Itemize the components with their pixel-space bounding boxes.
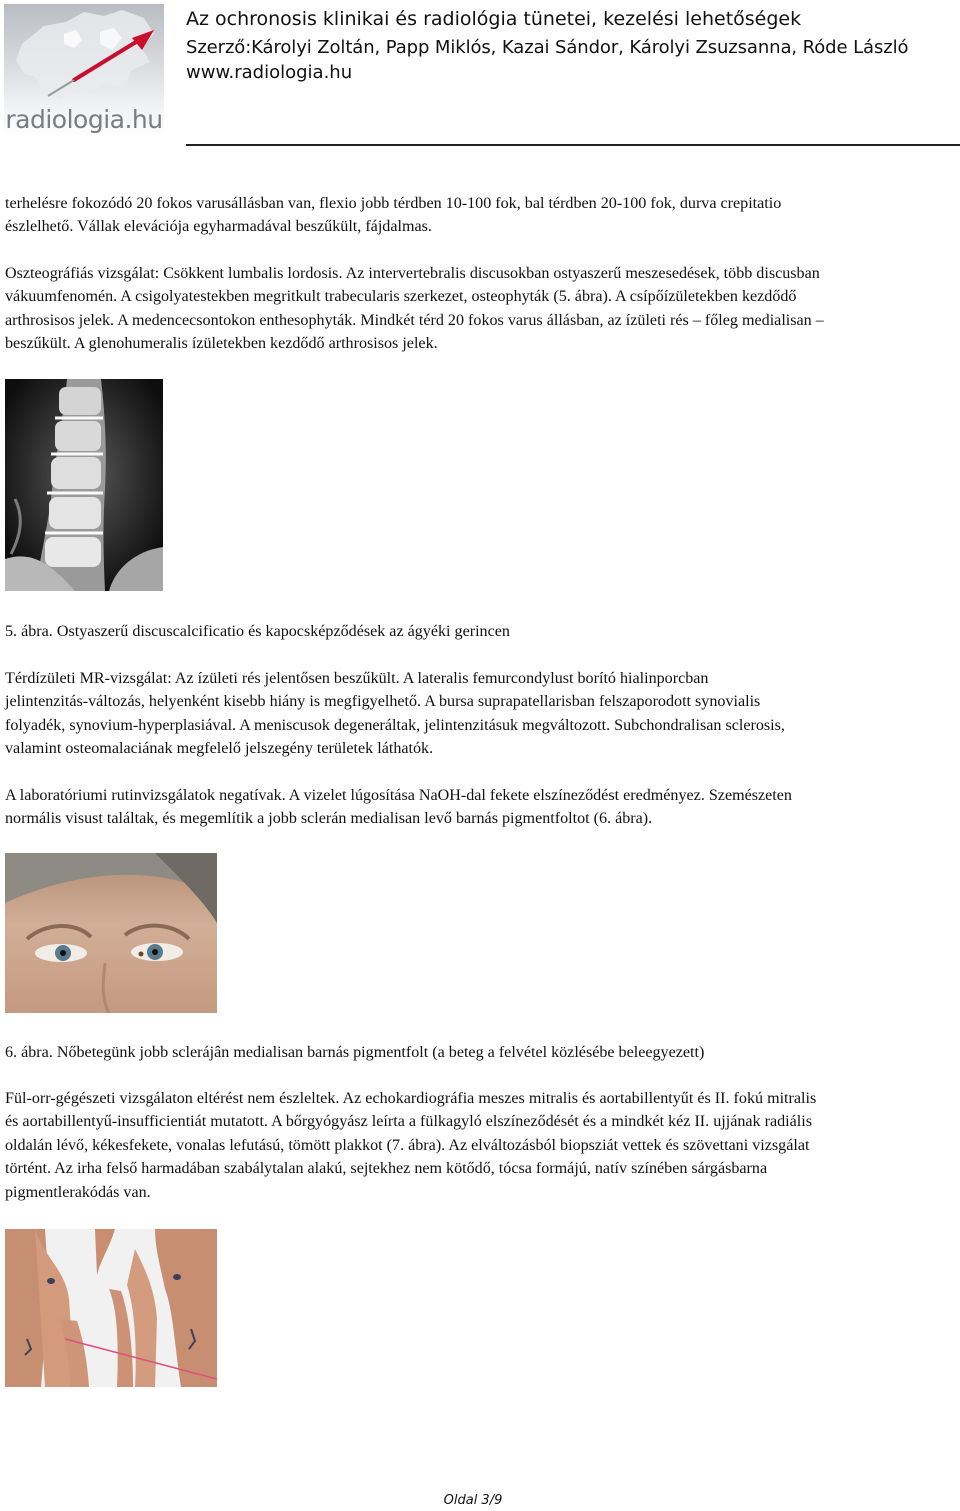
paragraph-osteography <box>5 262 957 356</box>
text-line: és aortabillentyű-insufficientiát mutatott. A bőrgyógyász leírta a fülkagyló elszíneződését és a mindkét kéz II. ujjának radiális <box>5 1113 812 1131</box>
document-title: Az ochronosis klinikai és radiológia tünetei, kezelési lehetőségek <box>186 8 802 30</box>
text-line: vákuumfenomén. A csigolyatestekben megritkult trabecularis szerkezet, osteophyták (5. ábra). A csípőízületekben kezdődő <box>5 288 797 306</box>
paragraph-knee-mri <box>5 667 957 761</box>
text-line: normális visust találtak, és megemlítik a jobb sclerán medialisan levő barnás pigmentfoltot (6. ábra). <box>5 810 653 828</box>
text-line: történt. Az irha felső harmadában szabálytalan alakú, sejtekhez nem kötődő, tócsa formájú, natív színében sárgásbarna <box>5 1160 768 1178</box>
text-line: folyadék, synovium-hyperplasiával. A meniscusok degeneráltak, jelintenzitásuk megváltozott. Subchondralisan sclerosis, <box>5 716 785 734</box>
text-line: terhelésre fokozódó 20 fokos varusállásban van, flexio jobb térdben 10-100 fok, bal térdben 20-100 fok, durva crepitatio <box>5 195 782 212</box>
text-line: Fül-orr-gégészeti vizsgálaton eltérést nem észleltek. Az echokardiográfia meszes mitralis és aortabillentyűt és II. fokú mitralis <box>5 1090 817 1107</box>
figure-6-caption <box>5 1041 957 1064</box>
paragraph-clinical-exam <box>5 192 957 239</box>
figure-5-caption <box>5 620 957 643</box>
caption-text: 6. ábra. Nőbetegünk jobb sclerájân medialisan barnás pigmentfolt (a beteg a felvétel közlésébe beleegyezett) <box>5 1044 705 1061</box>
caption-text: 5. ábra. Ostyaszerű discuscalcificatio és kapocsképződések az ágyéki gerincen <box>5 623 510 640</box>
text-line: arthrosisos jelek. A medencecsontokon enthesophyták. Mindkét térd 20 fokos varus állásban, az ízületi rés – főleg medialisan – <box>5 311 824 329</box>
figure-5-spine-xray <box>5 379 163 591</box>
text-line: beszűkült. A glenohumeralis ízületekben kezdődő arthrosisos jelek. <box>5 335 438 353</box>
text-line: valamint osteomalaciának megfelelő jelszegény területek láthatók. <box>5 740 434 758</box>
page-header <box>0 0 960 148</box>
logo-text: radiologia.hu <box>5 105 163 134</box>
text-line: Oszteográfiás vizsgálat: Csökkent lumbalis lordosis. Az intervertebralis discusokban ostyaszerű meszesedések, több discusban <box>5 265 820 282</box>
text-line: A laboratóriumi rutinvizsgálatok negatívak. A vizelet lúgosítása NaOH-dal fekete elszíneződést eredményez. Szemészeten <box>5 787 792 804</box>
website-link[interactable]: www.radiologia.hu <box>186 62 353 83</box>
figure-6-eye-photo <box>5 853 217 1013</box>
text-line: jelintenzitás-változás, helyenként kisebb hiány is megfigyelhető. A bursa suprapatellarisban felszaporodott synovialis <box>5 693 761 711</box>
text-line: Térdízületi MR-vizsgálat: Az ízületi rés jelentősen beszűkült. A lateralis femurcondylust borító hialinporcban <box>5 670 709 687</box>
figure-7-hands-photo <box>5 1229 217 1387</box>
text-line: oldalán lévő, kékesfekete, vonalas lefutású, tömött plakkot (7. ábra). Az elváltozásból biopsziát vettek és szövettani vizsgálat <box>5 1136 810 1154</box>
paragraph-ent-dermatology <box>5 1087 957 1204</box>
page-number: Oldal 3/9 <box>443 1493 503 1508</box>
text-line: pigmentlerakódás van. <box>5 1183 151 1201</box>
text-line: észlelhető. Vállak elevációja egyharmadával beszűkült, fájdalmas. <box>5 218 432 236</box>
document-authors: Szerző:Károlyi Zoltán, Papp Miklós, Kazai Sándor, Károlyi Zsuzsanna, Róde László <box>186 37 909 58</box>
header-divider <box>186 144 960 146</box>
paragraph-laboratory <box>5 784 957 831</box>
site-logo[interactable] <box>4 4 164 138</box>
